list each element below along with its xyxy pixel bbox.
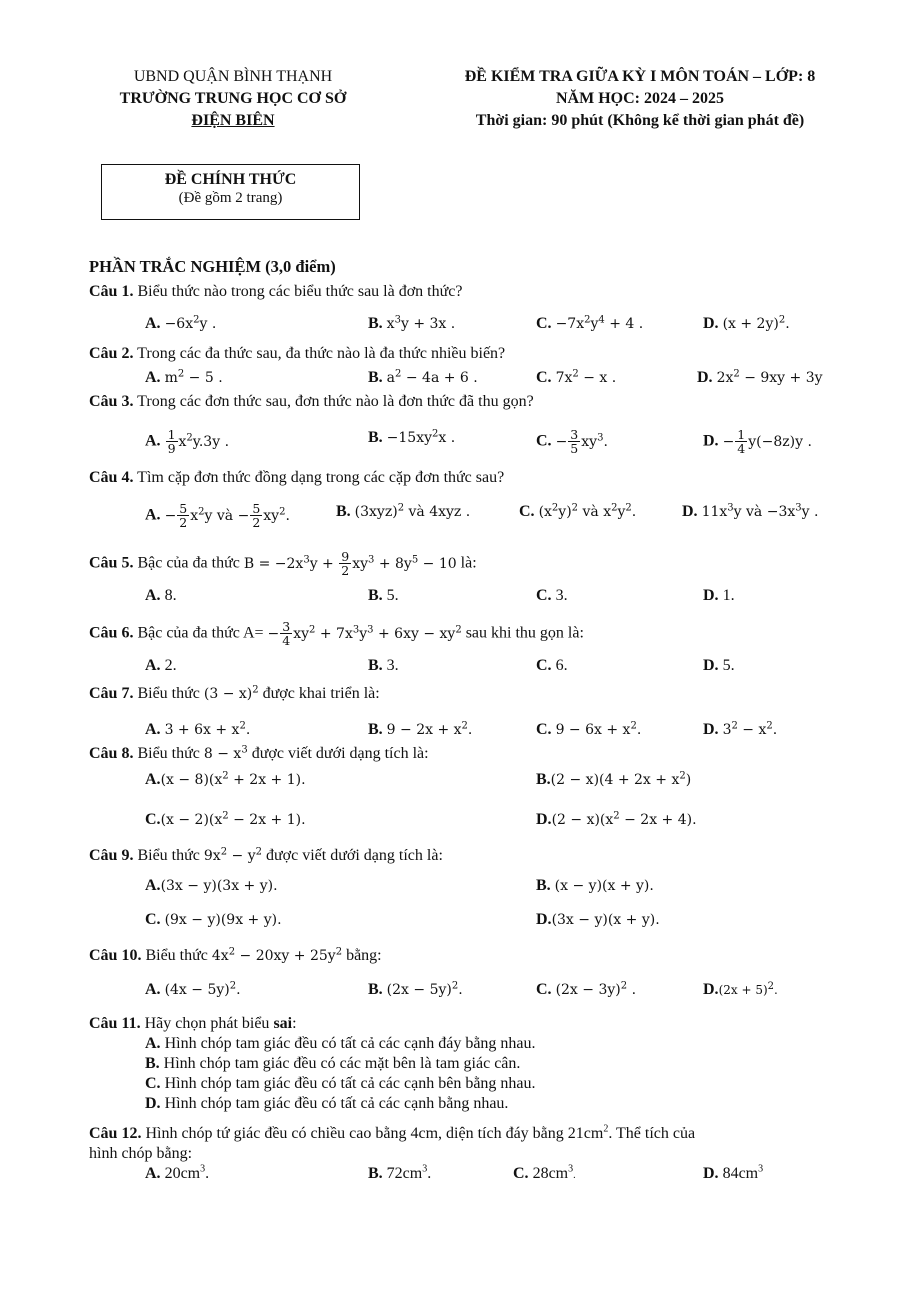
option-10a: A. $(4x - 5y)^2$. [145,980,241,998]
school-name: ĐIỆN BIÊN [191,112,275,129]
question-5: Câu 5. Bậc của đa thức $B = -2x^3y$ + $\frac{9}{2}$ $xy^3 + 8y^5 - 10$ là: [89,549,477,579]
question-2: Câu 2. Trong các đa thức sau, đa thức nào là đa thức nhiều biến? [89,345,506,362]
exam-duration: Thời gian: 90 phút (Không kể thời gian phát đề) [475,112,805,129]
question-10: Câu 10. Biểu thức $4x^2 - 20xy + 25y^2$ bằng: [89,946,382,964]
section-title: PHẦN TRẮC NGHIỆM (3,0 điểm) [89,257,336,276]
option-1c: C. $-7x^2y^4 + 4$ . [536,314,644,332]
option-9d: D.(3x − y)(x + y). [536,911,660,928]
school-type: TRƯỜNG TRUNG HỌC CƠ SỞ [119,90,347,107]
question-11: Câu 11. Hãy chọn phát biểu sai: [89,1015,297,1032]
option-5c: C. 3. [536,587,568,604]
option-6a: A. 2. [145,657,177,674]
option-11b: B. Hình chóp tam giác đều có các mặt bên là tam giác cân. [145,1055,521,1072]
question-12: Câu 12. Hình chóp tứ giác đều có chiều cao bằng 4cm, diện tích đáy bằng $21cm^2$. Thể tích của [89,1123,696,1142]
option-11c: C. Hình chóp tam giác đều có tất cả các cạnh bên bằng nhau. [145,1075,536,1092]
option-5a: A. 8. [145,587,177,604]
exam-header [405,66,875,132]
question-9: Câu 9. Biểu thức $9x^2 - y^2$ được viết dưới dạng tích là: [89,846,443,864]
question-12-cont: hình chóp bằng: [89,1145,193,1162]
option-4b: B. $(3xyz)^2$ và 4xyz . [336,502,471,520]
option-10b: B. $(2x - 5y)^2$. [368,980,463,998]
option-10d: $D.(2x + 5)^2$. [703,981,778,998]
option-2c: C. $7x^2 - x$ . [536,368,617,386]
district-name: UBND QUẬN BÌNH THẠNH [133,68,333,85]
option-9b: B. (x − y)(x + y). [536,877,654,894]
option-3d: D. − $\frac{1}{4}$ y(−8z)y . [703,427,812,457]
exam-title: ĐỀ KIỂM TRA GIỮA KỲ I MÔN TOÁN – LỚP: 8 [464,68,816,85]
option-7c: C. $9 - 6x + x^2$. [536,720,642,738]
question-text: Biểu thức nào trong các biểu thức sau là đơn thức? [137,283,463,300]
option-8d: $D.(2 - x)(x^2 - 2x + 4)$. [536,810,697,828]
school-header [80,66,386,132]
option-3c: C. − $\frac{3}{5}$ $xy^3$. [536,427,608,457]
option-1d: D. $(x + 2y)^2$. [703,314,790,332]
option-10c: C. $(2x - 3y)^2$ . [536,980,637,998]
school-year: NĂM HỌC: 2024 – 2025 [556,90,724,107]
option-2a: A. $m^2 - 5$ . [145,368,223,386]
option-11d: D. Hình chóp tam giác đều có tất cả các cạnh bằng nhau. [145,1095,509,1112]
option-5d: D. 1. [703,587,735,604]
option-2d: D. $2x^2 - 9xy + 3y$ [697,368,823,386]
question-8: Câu 8. Biểu thức $8 - x^3$ được viết dưới dạng tích là: [89,744,429,762]
option-11a: A. Hình chóp tam giác đều có tất cả các cạnh đáy bằng nhau. [145,1035,536,1052]
option-3b: B. $-15xy^2x$ . [368,428,456,446]
option-3a: A. $\frac{1}{9}$ $x^2y.3y$ . [145,427,230,457]
page-count-note: (Đề gồm 2 trang) [178,190,283,207]
option-8a: $A.(x - 8)(x^2 + 2x + 1)$. [145,770,306,788]
question-7: Câu 7. Biểu thức $(3 - x)^2$ được khai triển là: [89,684,380,702]
option-12c: C. $28cm^3$. [513,1163,576,1182]
option-4c: C. $(x^2y)^2$ và $x^2y^2$. [519,502,637,520]
option-1a: A. $-6x^2y$ . [145,314,217,332]
option-12b: B. $72cm^3$. [368,1163,432,1182]
option-6c: C. 6. [536,657,568,674]
option-12a: A. $20cm^3$. [145,1163,210,1182]
option-2b: B. $a^2 - 4a + 6$ . [368,368,478,386]
option-8b: $B.(2 - x)(4 + 2x + x^2)$ [536,770,692,788]
official-title: ĐỀ CHÍNH THỨC [164,171,297,188]
option-4a: A. − $\frac{5}{2}$ $x^2y$ và − $\frac{5}{2}$ $xy^2$. [145,501,290,531]
option-5b: B. 5. [368,587,399,604]
option-7b: B. $9 - 2x + x^2$. [368,720,473,738]
official-exam-box [101,164,360,220]
option-6d: D. 5. [703,657,735,674]
question-1 [89,282,463,301]
option-7d: D. $3^2 - x^2$. [703,720,778,738]
option-9a: A.(3x − y)(3x + y). [145,877,278,894]
option-7a: A. $3 + 6x + x^2$. [145,720,251,738]
question-label: Câu 1. [89,283,134,300]
option-4d: D. $11x^3y$ và $-3x^3y$ . [682,502,819,520]
option-8c: $C.(x - 2)(x^2 - 2x + 1)$. [145,810,306,828]
option-12d: D. $84cm^3$ [703,1163,764,1182]
question-6: Câu 6. Bậc của đa thức A= − $\frac{3}{4}$ $xy^2 + 7x^3y^3 + 6xy - xy^2$ sau khi thu gọn là: [89,619,584,649]
question-3: Câu 3. Trong các đơn thức sau, đơn thức nào là đơn thức đã thu gọn? [89,393,534,410]
option-1b: B. $x^3y + 3x$ . [368,314,456,332]
option-6b: B. 3. [368,657,399,674]
option-9c: C. (9x − y)(9x + y). [145,911,282,928]
question-4: Câu 4. Tìm cặp đơn thức đồng dạng trong các cặp đơn thức sau? [89,469,505,486]
